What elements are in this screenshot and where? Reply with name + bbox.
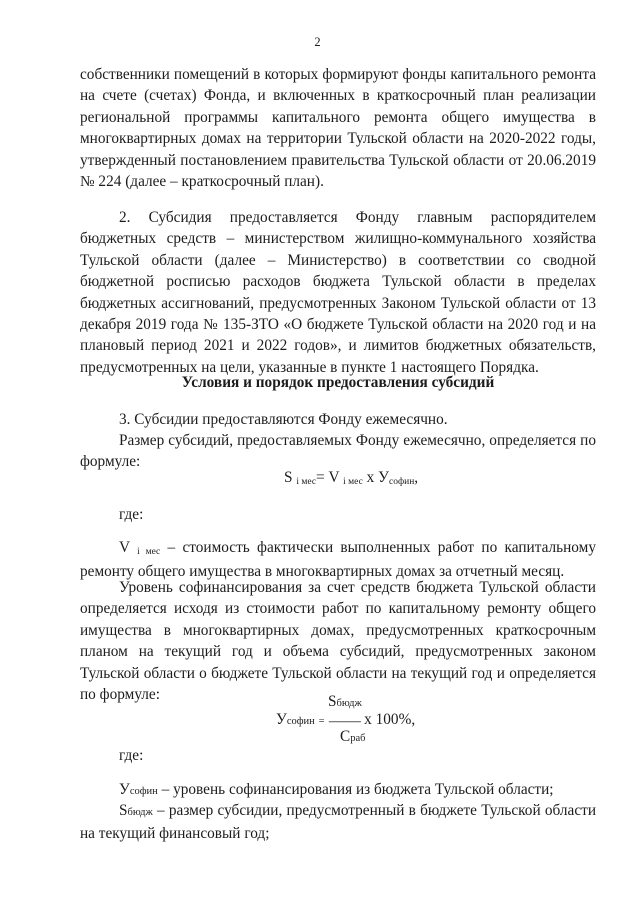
paragraph-2 bbox=[80, 207, 596, 378]
formula-2-numerator: Sбюдж bbox=[328, 693, 362, 710]
definition-u-sub: софин bbox=[129, 786, 158, 797]
formula-2-denominator-sub: раб bbox=[350, 733, 366, 744]
paragraph-4 bbox=[80, 430, 596, 473]
formula-2-main-line bbox=[276, 711, 415, 729]
definition-u-text: – уровень софинансирования из бюджета Тульской области; bbox=[161, 781, 554, 798]
paragraph-5 bbox=[80, 577, 596, 705]
formula-2-times-percent: x 100%, bbox=[364, 711, 416, 728]
section-heading: Условия и порядок предоставления субсидий bbox=[181, 374, 495, 391]
formula-1-u-sub: софин bbox=[388, 477, 415, 487]
formula-2-fraction-line: ---------------- bbox=[328, 716, 361, 726]
definition-u bbox=[119, 780, 554, 802]
formula-2-numerator-sub: бюдж bbox=[336, 698, 362, 709]
formula-2-lhs-sub: софин bbox=[286, 716, 315, 727]
formula-2-lhs: У bbox=[276, 711, 287, 728]
definition-v bbox=[80, 537, 596, 583]
definition-s-text: – размер субсидии, предусмотренный в бюджете Тульской области на текущий финансовый год; bbox=[80, 802, 596, 843]
formula-1-times: x bbox=[366, 469, 375, 486]
paragraph-4-text: Размер субсидий, предоставляемых Фонду ежемесячно, определяется по формуле: bbox=[80, 432, 596, 471]
formula-1-lhs: S bbox=[284, 469, 293, 486]
paragraph-3: 3. Субсидии предоставляются Фонду ежемесячно. bbox=[119, 411, 448, 428]
paragraph-1 bbox=[80, 64, 596, 192]
formula-1-equals: = bbox=[316, 469, 325, 486]
formula-2-equals: = bbox=[318, 716, 325, 727]
where-1: где: bbox=[119, 506, 144, 523]
definition-v-sub: i мес bbox=[137, 547, 161, 557]
definition-s-symbol: S bbox=[119, 802, 128, 819]
definition-v-symbol: V bbox=[119, 539, 130, 556]
paragraph-1-text: собственники помещений в которых формируют фонды капитального ремонта на счете (счетах) Фонда, и включенных в краткосрочный план реализации региональной программы капитального ремонта общего имущества в многоквартирных домах на территории Тульской области на 2020-2022 годы, утвержденный постановлением правительства Тульской области от 20.06.2019 № 224 (далее – краткосрочный план). bbox=[80, 66, 596, 191]
page-number: 2 bbox=[314, 35, 321, 49]
definition-v-text: – стоимость фактически выполненных работ по капитальному ремонту общего имущества в многоквартирных домах за отчетный месяц. bbox=[80, 539, 596, 581]
formula-1-lhs-sub: i мес bbox=[296, 477, 317, 487]
formula-1-v: V bbox=[328, 469, 340, 486]
paragraph-2-text: 2. Субсидия предоставляется Фонду главным распорядителем бюджетных средств – министерством жилищно-коммунального хозяйства Тульской области (далее – Министерство) в соответствии со сводной бюджетной росписью расходов бюджета Тульской области в пределах бюджетных ассигнований, предусмотренных Законом Тульской области от 13 декабря 2019 года № 135-ЗТО «О бюджете Тульской области на 2020 год и на плановый период 2021 и 2022 годов», и лимитов бюджетных обязательств, предусмотренных на цели, указанные в пункте 1 настоящего Порядка. bbox=[80, 209, 596, 376]
paragraph-5-text: Уровень софинансирования за счет средств бюджета Тульской области определяется исходя из стоимости работ по капитальному ремонту общего имущества в многоквартирных домах, предусмотренных краткосрочным планом на текущий год и объема субсидий, предусмотренных законом Тульской области о бюджете Тульской области на текущий год и определяется по формуле: bbox=[80, 579, 596, 704]
formula-1-v-sub: i мес bbox=[343, 477, 363, 487]
formula-2-denominator: Cраб bbox=[340, 728, 366, 745]
definition-s bbox=[80, 800, 596, 845]
formula-1-trail: , bbox=[414, 469, 419, 486]
definition-u-symbol: У bbox=[119, 781, 130, 798]
definition-s-sub: бюдж bbox=[127, 807, 153, 818]
formula-1 bbox=[284, 468, 418, 490]
where-2: где: bbox=[119, 747, 144, 764]
formula-1-u: У bbox=[378, 469, 389, 486]
